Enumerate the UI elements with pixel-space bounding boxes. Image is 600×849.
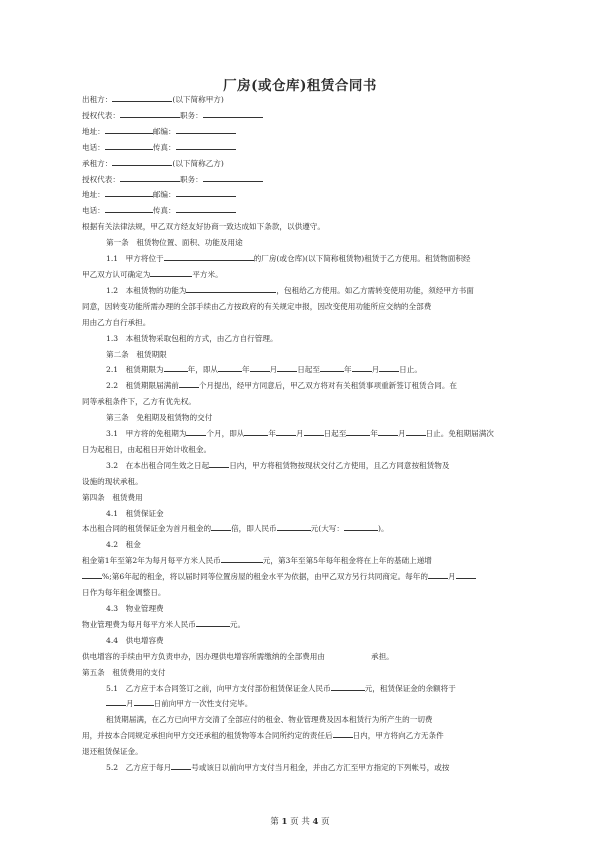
clause-3-2-cont: 设施的现状承租。 xyxy=(82,476,143,486)
clause-1-2 xyxy=(82,283,518,299)
clause-5-1-cont2: 租赁期届满，在乙方已向甲方交清了全部应付的租金、物业管理费及因本租赁行为所产生的一切费 xyxy=(106,715,433,725)
position-label: 职务： xyxy=(179,110,203,120)
blank xyxy=(105,140,153,150)
clause-text: 个月提出，经甲方同意后，甲乙双方将对有关租赁事项重新签订租赁合同。在 xyxy=(198,381,458,391)
page-footer xyxy=(0,815,600,827)
blank xyxy=(186,283,276,293)
blank xyxy=(209,458,229,468)
clause-text: 月 xyxy=(269,365,278,375)
intro-text: 根据有关法律法规，甲乙双方经友好协商一致达成如下条款，以供遵守。 xyxy=(82,222,325,232)
clause-text: 月 xyxy=(126,699,134,709)
clause-text: 2.1 租赁期限为 xyxy=(106,365,164,375)
clause-text: %;第6年起的租金，将以届时同等位置房屋的租金水平为依据，由甲乙双方另行共同商定。每年的 xyxy=(102,572,428,582)
lessor-rep-line xyxy=(82,108,518,124)
deposit-line xyxy=(82,521,518,537)
clause-text: 日止。 xyxy=(399,365,422,375)
blank xyxy=(406,426,426,436)
section-4-1: 4.1 租赁保证金 xyxy=(106,508,164,518)
clause-text: )。 xyxy=(378,524,389,534)
lessee-address-line xyxy=(82,187,518,203)
blank xyxy=(276,426,296,436)
blank xyxy=(320,362,344,372)
blank xyxy=(176,203,236,213)
article-5-heading: 第五条 租赁费用的支付 xyxy=(82,667,166,677)
blank xyxy=(176,140,236,150)
blank xyxy=(218,362,242,372)
postcode-label: 邮编： xyxy=(152,190,176,200)
clause-text: 3.1 甲方将的免租期为 xyxy=(106,429,187,439)
clause-text: 本出租合同的租赁保证金为首月租金的 xyxy=(82,524,212,534)
lessee-suffix: (以下简称乙方) xyxy=(172,158,224,168)
clause-text: ，包租给乙方使用。如乙方需转变使用功能，须经甲方书面 xyxy=(276,285,474,295)
position-label: 职务： xyxy=(179,174,203,184)
clause-text: 月 xyxy=(371,365,380,375)
clause-text: 供电增容的手续由甲方负责申办，因办理供电增容所需缴纳的全部费用由 xyxy=(82,651,325,661)
fax-label: 传真： xyxy=(152,142,176,152)
clause-text: 用，并按本合同规定承担向甲方交还承租的租赁物等本合同所约定的责任后 xyxy=(82,731,333,741)
postcode-label: 邮编： xyxy=(152,126,176,136)
blank xyxy=(277,521,311,531)
clause-3-1 xyxy=(82,426,518,442)
clause-1-1-cont xyxy=(82,267,518,283)
blank xyxy=(186,426,206,436)
lessee-label: 承租方： xyxy=(82,158,113,168)
address-label: 地址： xyxy=(82,190,105,200)
clause-text: 元。 xyxy=(229,619,246,629)
clause-1-1 xyxy=(82,251,518,267)
address-label: 地址： xyxy=(82,126,105,136)
footer-middle: 页 共 xyxy=(290,817,310,827)
clause-5-2 xyxy=(82,760,518,776)
clause-text: 年 xyxy=(268,429,276,439)
clause-text: 年 xyxy=(242,365,250,375)
lessee-line xyxy=(82,156,518,172)
page-total: 4 xyxy=(312,817,319,827)
blank xyxy=(333,728,353,738)
clause-1-2-cont2: 用由乙方自行承担。 xyxy=(82,317,151,327)
blank xyxy=(82,569,102,579)
clause-text: 号或该日以前向甲方支付当月租金，并由乙方汇至甲方指定的下列帐号，或按 xyxy=(191,763,450,773)
clause-text: 月 xyxy=(295,429,304,439)
clause-text: 平方米。 xyxy=(192,269,223,279)
clause-text: 元，租赁保证金的余额将于 xyxy=(364,683,456,693)
blank xyxy=(352,362,372,372)
blank xyxy=(120,172,180,182)
section-4-3: 4.3 物业管理费 xyxy=(106,604,164,613)
article-2-heading: 第二条 租赁期限 xyxy=(106,349,167,359)
clause-text: 年 xyxy=(370,429,378,439)
clause-5-1-cont4: 退还租赁保证金。 xyxy=(82,747,143,757)
blank xyxy=(244,426,268,436)
auth-rep-label: 授权代表： xyxy=(82,174,120,184)
clause-5-1 xyxy=(82,681,518,697)
blank xyxy=(176,187,236,197)
blank xyxy=(378,426,398,436)
clause-3-1-cont: 日为起租日，由起租日开始计收租金。 xyxy=(82,444,212,454)
clause-text: 租金第1年至第2年为每月每平方米人民币 xyxy=(82,556,221,566)
clause-text: 年 xyxy=(343,365,352,375)
clause-5-1-cont3 xyxy=(82,728,518,744)
clause-2-1 xyxy=(82,362,518,378)
lessor-line xyxy=(82,92,518,108)
clause-text: 日止。免租期届满次 xyxy=(425,429,494,439)
blank xyxy=(277,362,297,372)
blank xyxy=(164,362,188,372)
clause-text: 甲乙双方认可确定为 xyxy=(82,269,151,279)
clause-text: 元，第3年至第5年每年租金将在上年的基础上递增 xyxy=(262,556,432,566)
clause-text: 月 xyxy=(447,572,456,582)
section-4-4: 4.4 供电增容费 xyxy=(106,635,164,645)
article-4-heading: 第四条 租赁费用 xyxy=(82,492,143,502)
rent-line xyxy=(82,553,518,569)
blank xyxy=(105,124,153,134)
blank xyxy=(250,362,270,372)
blank xyxy=(346,426,370,436)
power-fee-line xyxy=(82,649,518,665)
clause-1-3: 1.3 本租赁物采取包租的方式，由乙方自行管理。 xyxy=(106,333,278,343)
clause-text: 2.2 租赁期限届满前 xyxy=(106,381,179,391)
blank xyxy=(211,521,231,531)
rent-line-cont xyxy=(82,569,518,585)
blank xyxy=(105,187,153,197)
clause-2-2-cont: 同等承租条件下，乙方有优先权。 xyxy=(82,397,196,407)
phone-label: 电话： xyxy=(82,206,105,216)
page-number: 1 xyxy=(281,817,288,827)
article-3-heading: 第三条 免租期及租赁物的交付 xyxy=(106,413,213,423)
clause-text: 月 xyxy=(397,429,406,439)
blank xyxy=(106,696,126,706)
blank xyxy=(150,267,192,277)
clause-text: 5.1 乙方应于本合同签订之前，向甲方支付部份租赁保证金人民币 xyxy=(106,683,331,693)
mgmt-fee-line xyxy=(82,617,518,633)
clause-text: 承担。 xyxy=(371,651,394,661)
fax-label: 传真： xyxy=(152,206,176,216)
clause-text: 日起至 xyxy=(323,429,347,439)
footer-prefix: 第 xyxy=(270,817,279,827)
clause-text: 个月，即从 xyxy=(206,429,245,439)
clause-1-2-cont: 同意，因转变功能所需办理的全部手续由乙方按政府的有关规定申报，因改变使用功能所应交纳的全部费 xyxy=(82,301,432,311)
blank xyxy=(203,172,263,182)
blank xyxy=(196,617,230,627)
blank xyxy=(120,108,180,118)
blank xyxy=(112,156,172,166)
contract-body xyxy=(82,92,518,776)
blank xyxy=(331,681,365,691)
blank xyxy=(176,124,236,134)
rent-line-cont2: 日作为每年租金调整日。 xyxy=(82,588,166,598)
clause-3-2 xyxy=(82,458,518,474)
blank xyxy=(105,203,153,213)
lessor-address-line xyxy=(82,124,518,140)
blank xyxy=(112,92,172,102)
blank xyxy=(428,569,448,579)
blank xyxy=(221,553,263,563)
clause-text: 3.2 在本出租合同生效之日起 xyxy=(106,460,210,470)
clause-text: 的厂房(或仓库)(以下简称租赁物)租赁于乙方使用。租赁物面积经 xyxy=(253,254,471,264)
blank xyxy=(344,521,378,531)
section-4-2: 4.2 租金 xyxy=(106,540,141,550)
clause-text: 日内，甲方将向乙方无条件 xyxy=(352,731,444,741)
page-title: 厂房(或仓库)租赁合同书 xyxy=(223,78,377,94)
blank xyxy=(456,569,476,579)
lessee-rep-line xyxy=(82,172,518,188)
clause-text: 5.2 乙方应于每月 xyxy=(106,763,172,773)
clause-text: 元(大写： xyxy=(310,524,344,534)
lessor-phone-line xyxy=(82,140,518,156)
clause-5-1-cont xyxy=(82,696,518,712)
clause-text: 物业管理费为每月每平方米人民币 xyxy=(82,619,196,629)
clause-text: 倍，即人民币 xyxy=(231,524,277,534)
lessee-phone-line xyxy=(82,203,518,219)
clause-2-2 xyxy=(82,378,518,394)
clause-text: 1.2 本租赁物的功能为 xyxy=(106,285,187,295)
blank xyxy=(164,251,254,261)
clause-text: 1.1 甲方将位于 xyxy=(106,254,164,264)
blank xyxy=(179,378,199,388)
blank xyxy=(171,760,191,770)
blank xyxy=(203,108,263,118)
blank xyxy=(379,362,399,372)
lessor-suffix: (以下简称甲方) xyxy=(172,95,224,104)
auth-rep-label: 授权代表： xyxy=(82,110,120,120)
clause-text: 年，即从 xyxy=(187,365,219,375)
blank xyxy=(134,696,154,706)
article-1-heading: 第一条 租赁物位置、面积、功能及用途 xyxy=(106,238,243,248)
blank xyxy=(304,426,324,436)
clause-text: 日起至 xyxy=(297,365,320,375)
clause-text: 日前向甲方一次性支付完毕。 xyxy=(153,699,253,709)
phone-label: 电话： xyxy=(82,142,105,152)
footer-suffix: 页 xyxy=(321,817,330,827)
lessor-label: 出租方： xyxy=(82,95,113,104)
clause-text: 日内，甲方将租赁物按现状交付乙方使用，且乙方同意按租赁物及 xyxy=(229,460,450,470)
